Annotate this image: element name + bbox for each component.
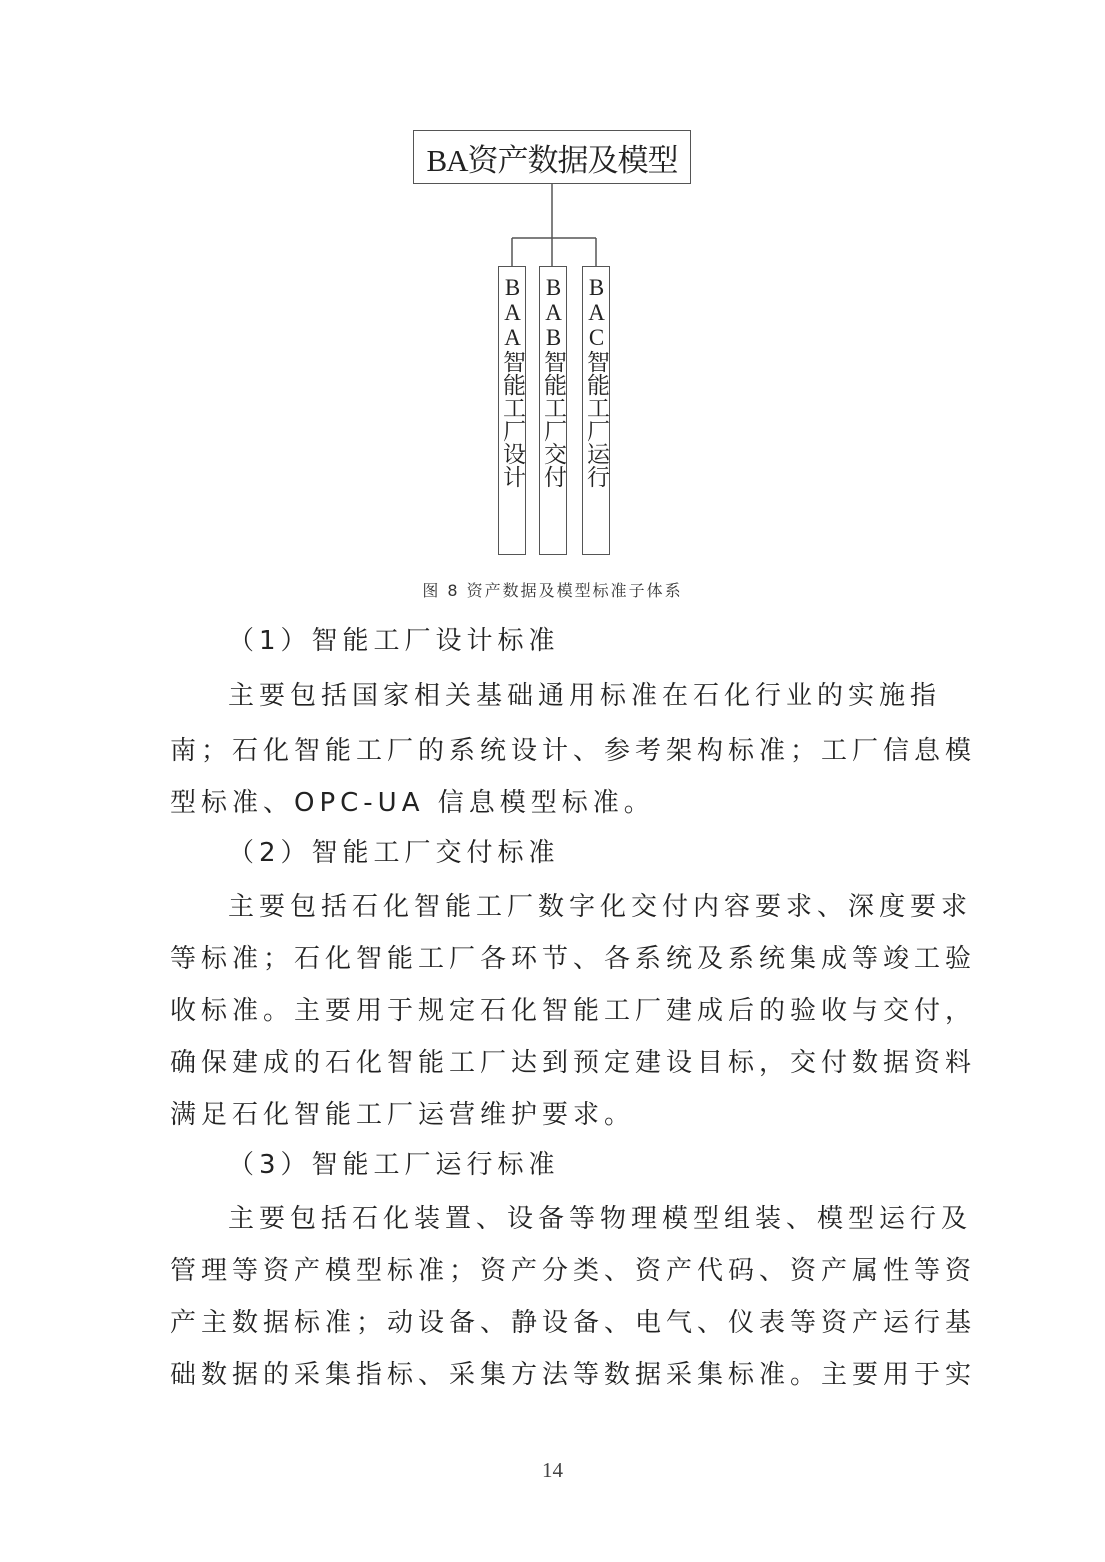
diagram-child-box-design	[498, 266, 526, 555]
paragraph-line: 主要包括石化装置、设备等物理模型组装、模型运行及	[228, 1204, 973, 1234]
paragraph-line: 产主数据标准；动设备、静设备、电气、仪表等资产运行基	[170, 1308, 977, 1338]
section-heading-operation: （3）智能工厂运行标准	[228, 1150, 560, 1180]
diagram-root-box: BA资产数据及模型	[413, 130, 691, 184]
paragraph-line: 型标准、OPC-UA 信息模型标准。	[170, 788, 655, 818]
paragraph-line: 主要包括国家相关基础通用标准在石化行业的实施指	[228, 681, 942, 711]
paragraph-line: 础数据的采集指标、采集方法等数据采集标准。主要用于实	[170, 1360, 977, 1390]
section-heading-design: （1）智能工厂设计标准	[228, 626, 560, 656]
figure-caption: 图 8 资产数据及模型标准子体系	[422, 581, 683, 600]
diagram-child-label-delivery: BAB智能工厂交付	[541, 275, 566, 488]
diagram-child-box-delivery	[539, 266, 567, 555]
diagram-child-box-operation	[582, 266, 610, 555]
paragraph-line: 南；石化智能工厂的系统设计、参考架构标准；工厂信息模	[170, 736, 977, 766]
diagram-child-label-operation: BAC智能工厂运行	[584, 275, 609, 488]
page-number: 14	[542, 1458, 563, 1482]
paragraph-line: 满足石化智能工厂运营维护要求。	[170, 1100, 636, 1130]
paragraph-line: 等标准；石化智能工厂各环节、各系统及系统集成等竣工验	[170, 944, 977, 974]
section-heading-delivery: （2）智能工厂交付标准	[228, 838, 560, 868]
paragraph-line: 确保建成的石化智能工厂达到预定建设目标，交付数据资料	[170, 1048, 977, 1078]
paragraph-line: 收标准。主要用于规定石化智能工厂建成后的验收与交付，	[170, 996, 977, 1026]
paragraph-line: 主要包括石化智能工厂数字化交付内容要求、深度要求	[228, 892, 973, 922]
paragraph-line: 管理等资产模型标准；资产分类、资产代码、资产属性等资	[170, 1256, 977, 1286]
asset-data-model-diagram	[0, 0, 1105, 570]
diagram-child-label-design: BAA智能工厂设计	[500, 275, 525, 488]
